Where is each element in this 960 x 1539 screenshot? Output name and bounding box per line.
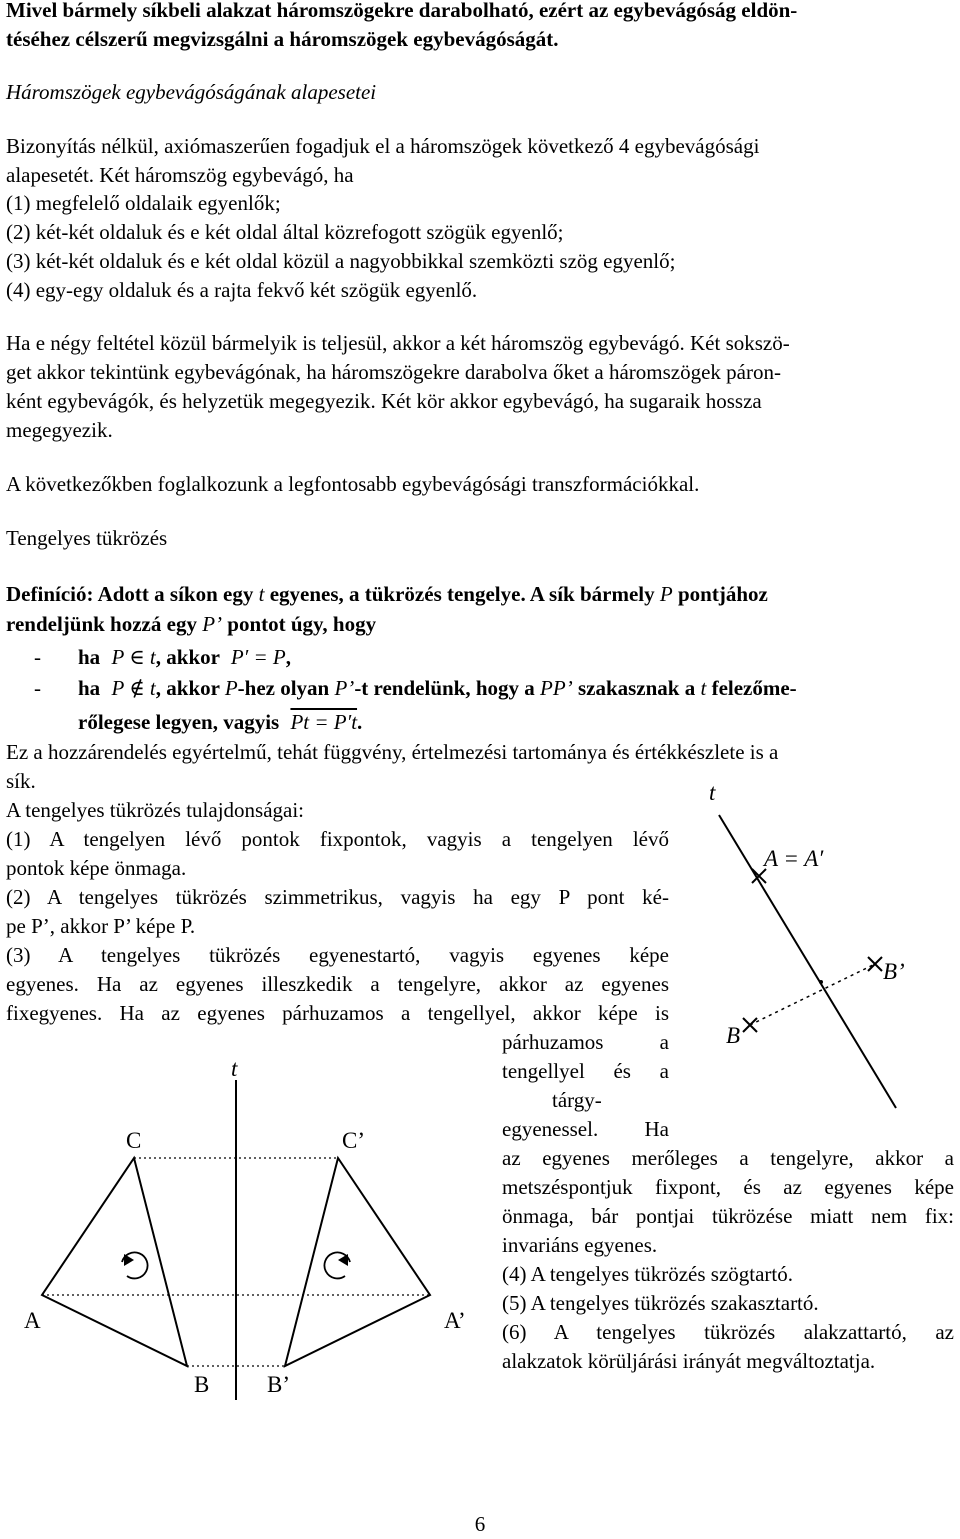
label-B: B xyxy=(194,1372,210,1397)
text-run: Definíció: Adott a síkon egy xyxy=(6,582,259,606)
text-run: pontot úgy, hogy xyxy=(222,612,377,636)
label-t-left: t xyxy=(231,1056,238,1081)
text-run: egyenes, a tükrözés tengelye. A sík bármely xyxy=(264,582,660,606)
triangle-A-prime-B-prime-C-prime xyxy=(285,1158,430,1366)
text-run: , xyxy=(285,645,291,669)
property-line: önmaga, bár pontjai tükrözése miatt nem fix: xyxy=(502,1204,954,1228)
math-PP-prime: PP’ xyxy=(540,676,573,700)
property-line: (4) A tengelyes tükrözés szögtartó. xyxy=(502,1262,794,1286)
list-item: (4) egy-egy oldaluk és a rajta fekvő két szögük egyenlő. xyxy=(6,278,478,302)
paragraph-line: sík. xyxy=(6,769,36,793)
property-line: invariáns egyenes. xyxy=(502,1233,658,1257)
math-Pt-eq-P-prime-t: Pt = P′t xyxy=(290,710,358,734)
property-line: párhuzamos a xyxy=(502,1030,669,1054)
paragraph-line: A következőkben foglalkozunk a legfontosabb egybevágósági transzformációkkal. xyxy=(6,472,700,496)
label-B-prime-right: B’ xyxy=(883,959,905,984)
text-run: ha xyxy=(78,676,101,700)
paragraph-line: Ha e négy feltétel közül bármelyik is teljesül, akkor a két háromszög egybevágó. Két sokszö- xyxy=(6,331,790,355)
list-item: (2) két-két oldaluk és e két oldal által közrefogott szögük egyenlő; xyxy=(6,220,564,244)
label-C-prime: C’ xyxy=(342,1128,365,1153)
text-run: -t rendelünk, hogy a xyxy=(354,676,541,700)
page-number: 6 xyxy=(474,1512,486,1536)
text-run: felezőme- xyxy=(706,676,797,700)
label-A: A xyxy=(24,1308,41,1333)
property-line: alakzatok körüljárási irányát megváltoztatja. xyxy=(502,1349,876,1373)
math-P-notin-t: P ∉ t xyxy=(111,676,156,700)
math-t: t xyxy=(258,582,265,606)
label-B-prime: B’ xyxy=(267,1372,290,1397)
paragraph-line: ként egybevágók, és helyzetük megegyezik. Két kör akkor egybevágó, ha sugaraik hossza xyxy=(6,389,762,413)
math-P-prime: P’ xyxy=(334,676,355,700)
label-B-right: B xyxy=(726,1023,741,1048)
paragraph-line: alapesetét. Két háromszög egybevágó, ha xyxy=(6,163,354,187)
intro-line-2: téséhez célszerű megvizsgálni a háromszögek egybevágóságát. xyxy=(6,27,559,51)
arrowhead xyxy=(124,1254,134,1266)
math-P-in-t: P ∈ t xyxy=(111,645,156,669)
property-line: (2) A tengelyes tükrözés szimmetrikus, vagyis ha egy P pont ké- xyxy=(6,885,669,909)
property-line: (3) A tengelyes tükrözés egyenestartó, vagyis egyenes képe xyxy=(6,943,669,967)
paragraph-line: Ez a hozzárendelés egyértelmű, tehát függvény, értelmezési tartománya és értékkészlete is a xyxy=(6,740,779,764)
property-line: tárgy- xyxy=(552,1088,602,1112)
text-run: pontjához xyxy=(672,582,768,606)
paragraph-line: get akkor tekintünk egybevágónak, ha háromszögekre darabolva őket a háromszögek páron- xyxy=(6,360,781,384)
math-P-prime-eq-P: P′ = P xyxy=(230,645,286,669)
text-run: , akkor xyxy=(155,676,225,700)
text-run: szakasznak a xyxy=(572,676,701,700)
list-item: (3) két-két oldaluk és e két oldal közül a nagyobbikkal szemközti szög egyenlő; xyxy=(6,249,676,273)
text-run: rendeljünk hozzá egy xyxy=(6,612,203,636)
text-run: -hez olyan xyxy=(237,676,335,700)
property-line: fixegyenes. Ha az egyenes párhuzamos a tengellyel, akkor képe is xyxy=(6,1001,669,1025)
section-heading-congruence: Háromszögek egybevágóságának alapesetei xyxy=(6,80,377,104)
property-line: az egyenes merőleges a tengelyre, akkor a xyxy=(502,1146,954,1170)
math-P-prime: P’ xyxy=(202,612,223,636)
label-A-prime: A’ xyxy=(444,1308,466,1333)
property-line: egyenessel. Ha xyxy=(502,1117,669,1141)
text-run: rőlegese legyen, vagyis xyxy=(78,710,280,734)
math-P: P xyxy=(224,676,238,700)
text-run: , akkor xyxy=(155,645,220,669)
properties-heading: A tengelyes tükrözés tulajdonságai: xyxy=(6,798,305,822)
paragraph-line: megegyezik. xyxy=(6,418,113,442)
dash: - xyxy=(34,645,41,669)
label-C: C xyxy=(126,1128,142,1153)
property-line: egyenes. Ha az egyenes illeszkedik a tengelyre, akkor az egyenes xyxy=(6,972,669,996)
arrowhead xyxy=(338,1254,348,1266)
label-A-eq-A-prime: A = A′ xyxy=(764,846,824,871)
list-item: (1) megfelelő oldalaik egyenlők; xyxy=(6,191,281,215)
intro-line-1: Mivel bármely síkbeli alakzat háromszögekre darabolható, ezért az egybevágóság eldön- xyxy=(6,0,798,22)
property-line: (6) A tengelyes tükrözés alakzattartó, az xyxy=(502,1320,954,1344)
math-t: t xyxy=(700,676,707,700)
property-line: (1) A tengelyen lévő pontok fixpontok, vagyis a tengelyen lévő xyxy=(6,827,669,851)
text-run: . xyxy=(357,710,363,734)
dash: - xyxy=(34,676,41,700)
property-line: tengellyel és a xyxy=(502,1059,669,1083)
property-line: pontok képe önmaga. xyxy=(6,856,187,880)
label-t-right: t xyxy=(709,780,716,805)
property-line: pe P’, akkor P’ képe P. xyxy=(6,914,196,938)
property-line: (5) A tengelyes tükrözés szakasztartó. xyxy=(502,1291,819,1315)
paragraph-line: Bizonyítás nélkül, axiómaszerűen fogadjuk el a háromszögek következő 4 egybevágósági xyxy=(6,134,760,158)
triangle-ABC xyxy=(42,1158,187,1366)
math-P: P xyxy=(659,582,673,606)
property-line: metszéspontjuk fixpont, és az egyenes képe xyxy=(502,1175,954,1199)
text-run: ha xyxy=(78,645,101,669)
section-heading-reflection: Tengelyes tükrözés xyxy=(6,526,168,550)
